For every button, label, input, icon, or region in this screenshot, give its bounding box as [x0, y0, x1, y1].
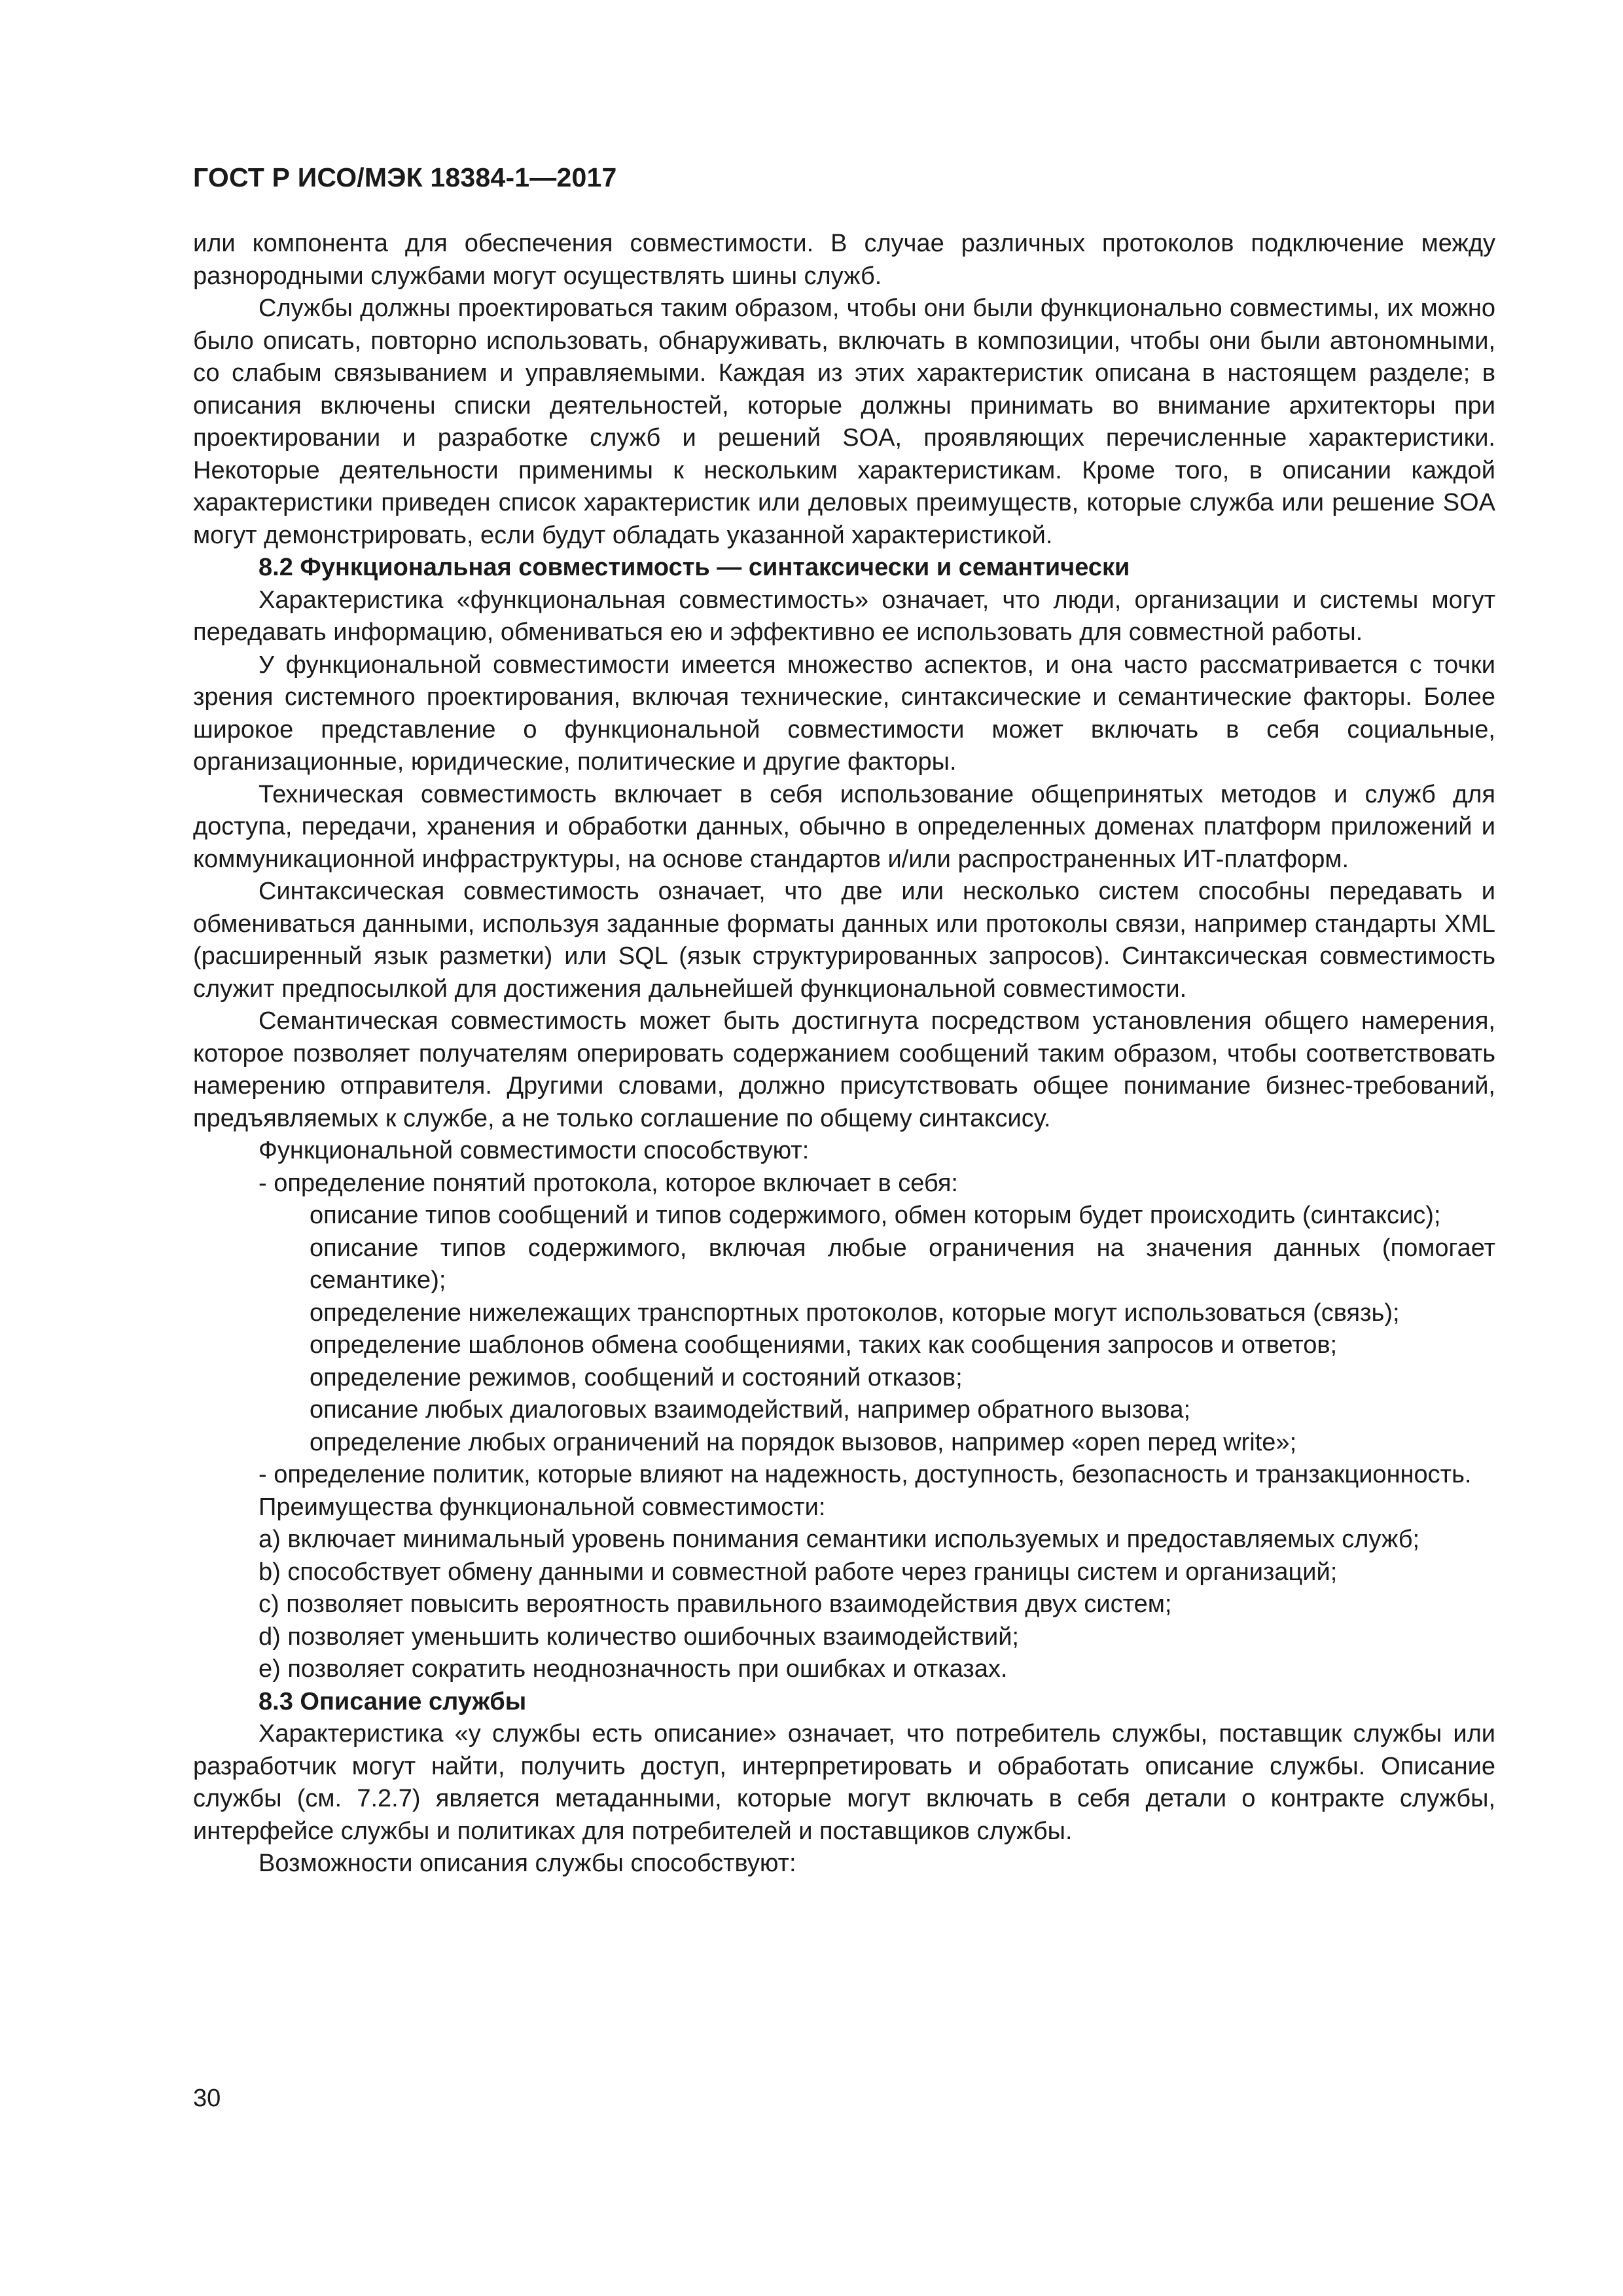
sub-list-item: определение режимов, сообщений и состояний отказов; [310, 1363, 963, 1391]
paragraph: Характеристика «у службы есть описание» означает, что потребитель службы, поставщик службы или разработчик могут найти, получить доступ, интерпретировать и обработать описание службы. Описание службы (см. 7.2.7) является метаданными, которые могут включать в себя детали о контракте службы, интерфейсе службы и политиках для потребителей и поставщиков службы. [193, 1720, 1495, 1845]
paragraph: Техническая совместимость включает в себя использование общепринятых методов и служб для доступа, передачи, хранения и обработки данных, обычно в определенных доменах платформ приложений и коммуникационной инфраструктуры, на основе стандартов и/или распространенных ИТ-платформ. [193, 780, 1495, 873]
paragraph: Синтаксическая совместимость означает, что две или несколько систем способны передавать и обмениваться данными, используя заданные форматы данных или протоколы связи, например стандарты XML (расширенный язык разметки) или SQL (язык структурированных запросов). Синтаксическая совместимость служит предпосылкой для достижения дальнейшей функциональной совместимости. [193, 878, 1495, 1003]
sub-list-item: определение любых ограничений на порядок вызовов, например «open перед write»; [310, 1428, 1297, 1456]
paragraph: Преимущества функциональной совместимости: [259, 1493, 826, 1521]
paragraph: Семантическая совместимость может быть достигнута посредством установления общего намерения, которое позволяет получателям оперировать содержанием сообщений таким образом, чтобы соответствовать намерению отправителя. Другими словами, должно присутствовать общее понимание бизнес-требований, предъявляемых к службе, а не только соглашение по общему синтаксису. [193, 1007, 1495, 1132]
page-number: 30 [193, 2085, 221, 2112]
benefit-item: b) способствует обмену данными и совместной работе через границы систем и организаций; [259, 1558, 1338, 1586]
list-item: - определение понятий протокола, которое включает в себя: [259, 1169, 958, 1197]
benefit-item: d) позволяет уменьшить количество ошибочных взаимодействий; [259, 1623, 1019, 1651]
benefit-item: c) позволяет повысить вероятность правильного взаимодействия двух систем; [259, 1590, 1172, 1618]
section-heading-8-3: 8.3 Описание службы [259, 1687, 527, 1715]
list-item: - определение политик, которые влияют на надежность, доступность, безопасность и транзакционность. [259, 1461, 1472, 1488]
sub-list-item: описание типов содержимого, включая любые ограничения на значения данных (помогает семантике); [310, 1234, 1495, 1294]
paragraph: У функциональной совместимости имеется множество аспектов, и она часто рассматривается с точки зрения системного проектирования, включая технические, синтаксические и семантические факторы. Более широкое представление о функциональной совместимости может включать в себя социальные, организационные, юридические, политические и другие факторы. [193, 651, 1495, 776]
paragraph: или компонента для обеспечения совместимости. В случае различных протоколов подключение между разнородными службами могут осуществлять шины служб. [193, 230, 1495, 290]
standard-header: ГОСТ Р ИСО/МЭК 18384-1—2017 [193, 162, 617, 192]
paragraph: Возможности описания службы способствуют: [259, 1850, 796, 1877]
sub-list-item: описание любых диалоговых взаимодействий, например обратного вызова; [310, 1396, 1191, 1424]
document-body [193, 228, 1495, 1880]
benefit-item: е) позволяет сократить неоднозначность при ошибках и отказах. [259, 1655, 1008, 1683]
sub-list-item: описание типов сообщений и типов содержимого, обмен которым будет происходить (синтаксис); [310, 1202, 1441, 1229]
section-heading-8-2: 8.2 Функциональная совместимость — синтаксически и семантически [259, 554, 1130, 581]
sub-list-item: определение нижележащих транспортных протоколов, которые могут использоваться (связь); [310, 1299, 1400, 1327]
paragraph: Службы должны проектироваться таким образом, чтобы они были функционально совместимы, их можно было описать, повторно использовать, обнаруживать, включать в композиции, чтобы они были автономными, со слабым связыванием и управляемыми. Каждая из этих характеристик описана в настоящем разделе; в описания включены списки деятельностей, которые должны принимать во внимание архитекторы при проектировании и разработке служб и решений SOA, проявляющих перечисленные характеристики. Некоторые деятельности применимы к нескольким характеристикам. Кроме того, в описании каждой характеристики приведен список характеристик или деловых преимуществ, которые служба или решение SOA могут демонстрировать, если будут обладать указанной характеристикой. [193, 295, 1495, 549]
benefit-item: а) включает минимальный уровень понимания семантики используемых и предоставляемых служб; [259, 1526, 1420, 1553]
paragraph: Функциональной совместимости способствуют: [259, 1137, 810, 1164]
sub-list-item: определение шаблонов обмена сообщениями, таких как сообщения запросов и ответов; [310, 1331, 1338, 1359]
paragraph: Характеристика «функциональная совместимость» означает, что люди, организации и системы могут передавать информацию, обмениваться ею и эффективно ее использовать для совместной работы. [193, 586, 1495, 646]
